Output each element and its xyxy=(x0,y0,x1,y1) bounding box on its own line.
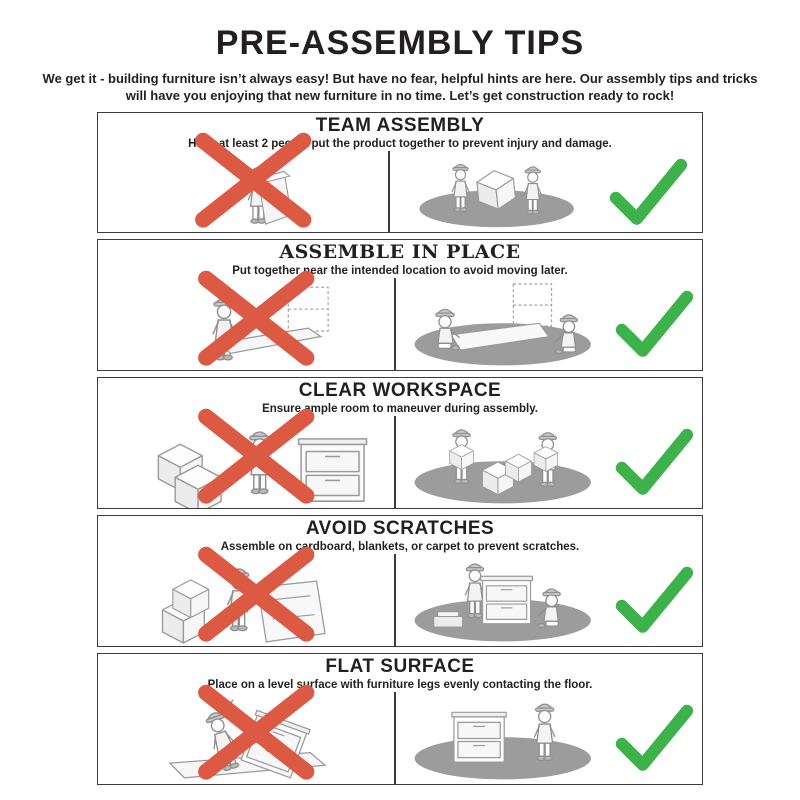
tip-panel-clear-workspace xyxy=(97,377,703,509)
tip-description: Assemble on cardboard, blankets, or carpet to prevent scratches. xyxy=(220,540,580,553)
red-x-icon xyxy=(192,681,320,783)
green-check-icon xyxy=(608,157,688,227)
tip-description: Put together near the intended location to avoid moving later. xyxy=(232,264,568,277)
assemble-near-location-illustration xyxy=(405,283,606,367)
tip-title: ASSEMBLE IN PLACE xyxy=(279,241,521,263)
open-space-illustration xyxy=(405,421,606,505)
page-title: PRE-ASSEMBLY TIPS xyxy=(215,24,585,62)
tip-panel-flat-surface xyxy=(97,653,703,785)
green-check-icon xyxy=(614,565,694,635)
red-x-icon xyxy=(192,405,320,507)
right-example xyxy=(390,151,702,232)
header xyxy=(0,0,800,104)
tip-panel-assemble-in-place xyxy=(97,239,703,371)
tip-title: TEAM ASSEMBLY xyxy=(315,115,485,136)
page-subtitle xyxy=(0,71,800,105)
red-x-icon xyxy=(192,267,320,369)
green-check-icon xyxy=(614,703,694,773)
red-x-icon xyxy=(189,129,317,231)
wrong-example xyxy=(98,692,394,784)
assemble-on-blanket-illustration xyxy=(405,559,606,643)
subtitle-line-1: We get it - building furniture isn’t always easy! But have no fear, helpful hints are here. Our assembly tips and tricks xyxy=(42,70,758,86)
tip-panel-team-assembly xyxy=(97,112,703,233)
panel-body xyxy=(98,692,702,784)
green-check-icon xyxy=(614,289,694,359)
wrong-example xyxy=(98,554,394,646)
panel-body xyxy=(98,151,702,232)
wrong-example xyxy=(98,151,388,232)
tip-title: AVOID SCRATCHES xyxy=(305,518,495,539)
tip-panel-avoid-scratches xyxy=(97,515,703,647)
tip-description: Have at least 2 people put the product together to prevent injury and damage. xyxy=(188,137,612,150)
wrong-example xyxy=(98,278,394,370)
right-example xyxy=(396,692,702,784)
tip-description: Place on a level surface with furniture legs evenly contacting the floor. xyxy=(207,678,593,691)
panel-body xyxy=(98,278,702,370)
right-example xyxy=(396,554,702,646)
tip-panels xyxy=(97,112,703,791)
panel-body xyxy=(98,416,702,508)
red-x-icon xyxy=(192,543,320,645)
wrong-example xyxy=(98,416,394,508)
two-person-carry-illustration xyxy=(411,155,587,229)
tip-description: Ensure ample room to maneuver during assembly. xyxy=(262,402,538,415)
subtitle-line-2: will have you enjoying that new furniture in no time. Let’s get construction ready to rock! xyxy=(125,87,675,103)
tip-title: FLAT SURFACE xyxy=(325,656,475,677)
level-furniture-illustration xyxy=(405,697,606,781)
tip-title: CLEAR WORKSPACE xyxy=(298,380,502,401)
right-example xyxy=(396,416,702,508)
right-example xyxy=(396,278,702,370)
panel-body xyxy=(98,554,702,646)
green-check-icon xyxy=(614,427,694,497)
